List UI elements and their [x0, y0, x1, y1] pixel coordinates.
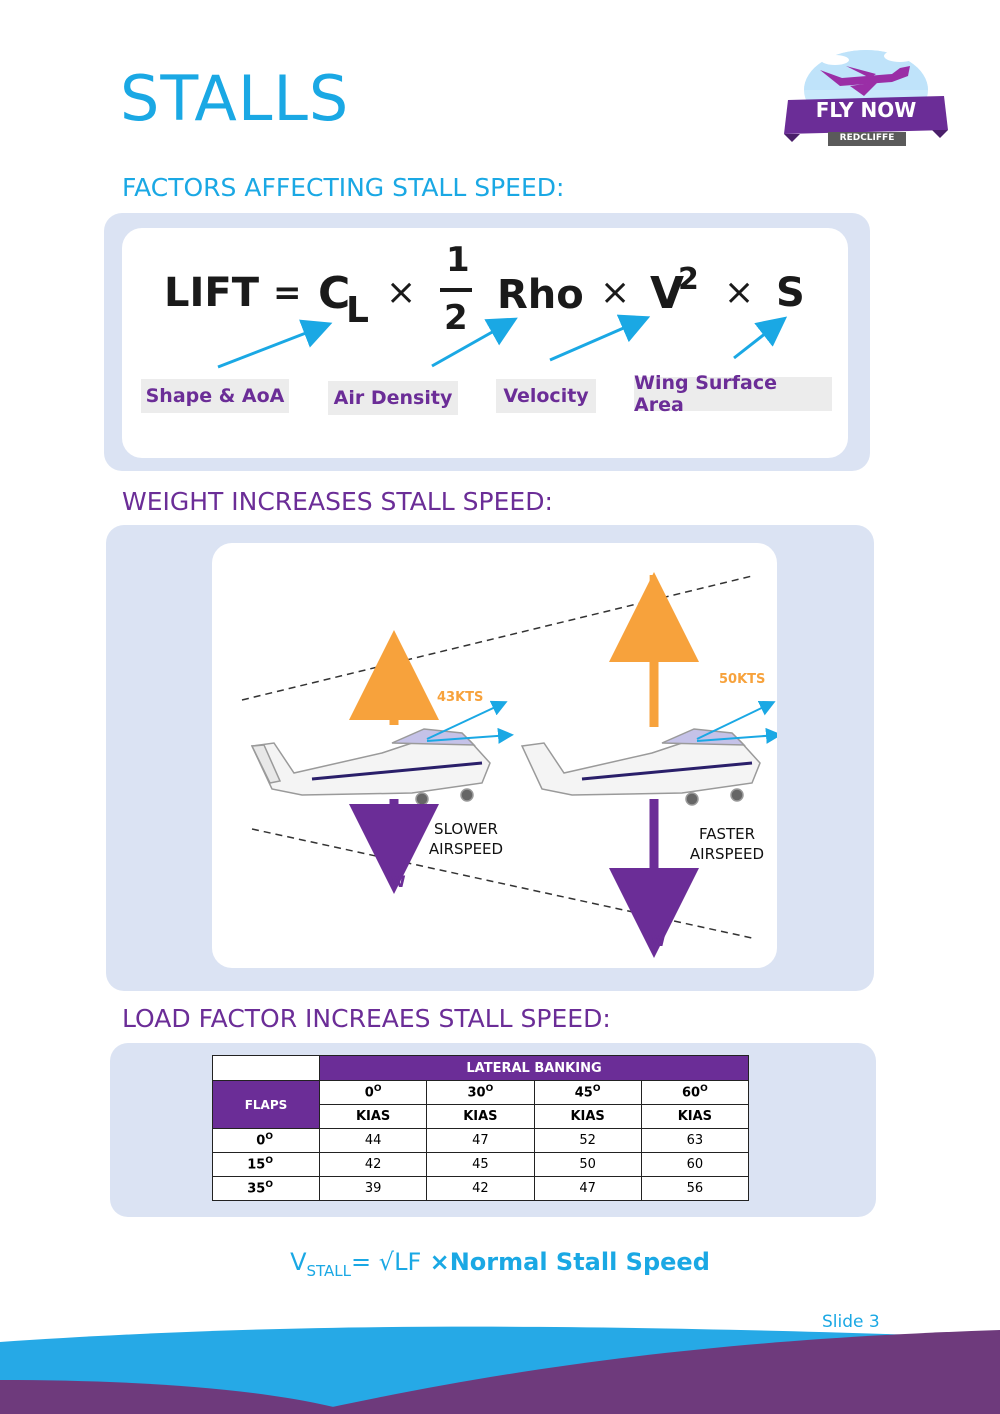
bank-angle-30: $30^O$ [427, 1081, 534, 1105]
bank-angle-0: $0^O$ [320, 1081, 427, 1105]
formula-rho: Rho [497, 272, 584, 318]
lateral-banking-header: LATERAL BANKING [320, 1056, 749, 1081]
value-cell: 42 [427, 1177, 534, 1201]
left-speed-label: 43KTS [437, 690, 484, 705]
bank-angle-60: $60^O$ [641, 1081, 748, 1105]
vstall-equals: = [351, 1248, 372, 1276]
left-weight-label: W [388, 872, 406, 891]
table-corner [213, 1056, 320, 1081]
formula-lift: LIFT [164, 270, 259, 316]
left-caption [424, 819, 508, 859]
right-caption-line1: FASTER [698, 825, 756, 843]
value-cell: 50 [534, 1153, 641, 1177]
flaps-header: FLAPS [213, 1081, 320, 1129]
unit-header: KIAS [534, 1105, 641, 1129]
unit-header: KIAS [320, 1105, 427, 1129]
upper-dashed-line [242, 576, 752, 700]
flaps-cell: $0^O$ [213, 1129, 320, 1153]
arrow-air-density [432, 322, 510, 366]
formula-times-3: × [724, 272, 755, 313]
table-row [213, 1153, 749, 1177]
vstall-subscript: STALL [306, 1261, 352, 1280]
logo-text-redcliffe: REDCLIFFE [839, 133, 895, 143]
value-cell: 60 [641, 1153, 748, 1177]
formula-v-superscript: 2 [678, 262, 699, 297]
right-airplane-icon [522, 729, 760, 805]
page-title: STALLS [120, 62, 350, 135]
tag-wing-surface-area: Wing Surface Area [634, 377, 832, 411]
tag-air-density: Air Density [328, 381, 458, 415]
formula-c-subscript: L [346, 290, 369, 331]
value-cell: 42 [320, 1153, 427, 1177]
flaps-cell: $15^O$ [213, 1153, 320, 1177]
logo-text-fly-now: FLY NOW [815, 98, 917, 122]
tag-shape-aoa: Shape & AoA [141, 379, 289, 413]
bank-angle-45: $45^O$ [534, 1081, 641, 1105]
right-speed-arrow-1 [697, 703, 772, 739]
unit-header: KIAS [427, 1105, 534, 1129]
arrow-shape-aoa [218, 326, 324, 367]
weight-diagram [212, 543, 777, 968]
vstall-formula [0, 1248, 1000, 1280]
right-caption-line2: AIRSPEED [689, 845, 765, 863]
value-cell: 47 [534, 1177, 641, 1201]
formula-s: S [776, 270, 805, 316]
formula-half-denominator: 2 [444, 298, 468, 338]
left-lift-label: L [388, 640, 400, 661]
right-speed-label: 50KTS [719, 672, 766, 687]
tag-velocity: Velocity [496, 379, 596, 413]
formula-c: C [318, 268, 351, 319]
left-airplane-icon [252, 729, 490, 805]
formula-times-2: × [600, 272, 631, 313]
vstall-rest: ×Normal Stall Speed [421, 1248, 710, 1276]
value-cell: 52 [534, 1129, 641, 1153]
formula-equals: = [273, 273, 302, 313]
flaps-cell: $35^O$ [213, 1177, 320, 1201]
value-cell: 44 [320, 1129, 427, 1153]
unit-header: KIAS [641, 1105, 748, 1129]
value-cell: 45 [427, 1153, 534, 1177]
heading-factors: FACTORS AFFECTING STALL SPEED: [122, 173, 565, 202]
value-cell: 63 [641, 1129, 748, 1153]
value-cell: 47 [427, 1129, 534, 1153]
stall-speed-table [212, 1055, 749, 1201]
table-row [213, 1177, 749, 1201]
footer-wave [0, 1320, 1000, 1414]
left-caption-line1: SLOWER [434, 820, 498, 838]
arrow-velocity [550, 320, 642, 360]
slide-number: Slide 3 [822, 1312, 880, 1332]
heading-load-factor: LOAD FACTOR INCREAES STALL SPEED: [122, 1004, 611, 1033]
left-caption-line2: AIRSPEED [428, 840, 504, 858]
formula-v: V [650, 268, 685, 319]
vstall-root: √LF [378, 1248, 422, 1276]
right-lift-label: L [648, 572, 660, 593]
formula-half-numerator: 1 [446, 240, 470, 280]
left-speed-arrow-1 [427, 703, 504, 739]
heading-weight: WEIGHT INCREASES STALL SPEED: [122, 487, 553, 516]
right-weight-label: W [648, 931, 666, 950]
arrow-wing-area [734, 322, 780, 358]
vstall-v: V [290, 1248, 307, 1276]
formula-times-1: × [386, 272, 417, 313]
value-cell: 56 [641, 1177, 748, 1201]
right-caption [684, 824, 770, 864]
table-row [213, 1129, 749, 1153]
value-cell: 39 [320, 1177, 427, 1201]
